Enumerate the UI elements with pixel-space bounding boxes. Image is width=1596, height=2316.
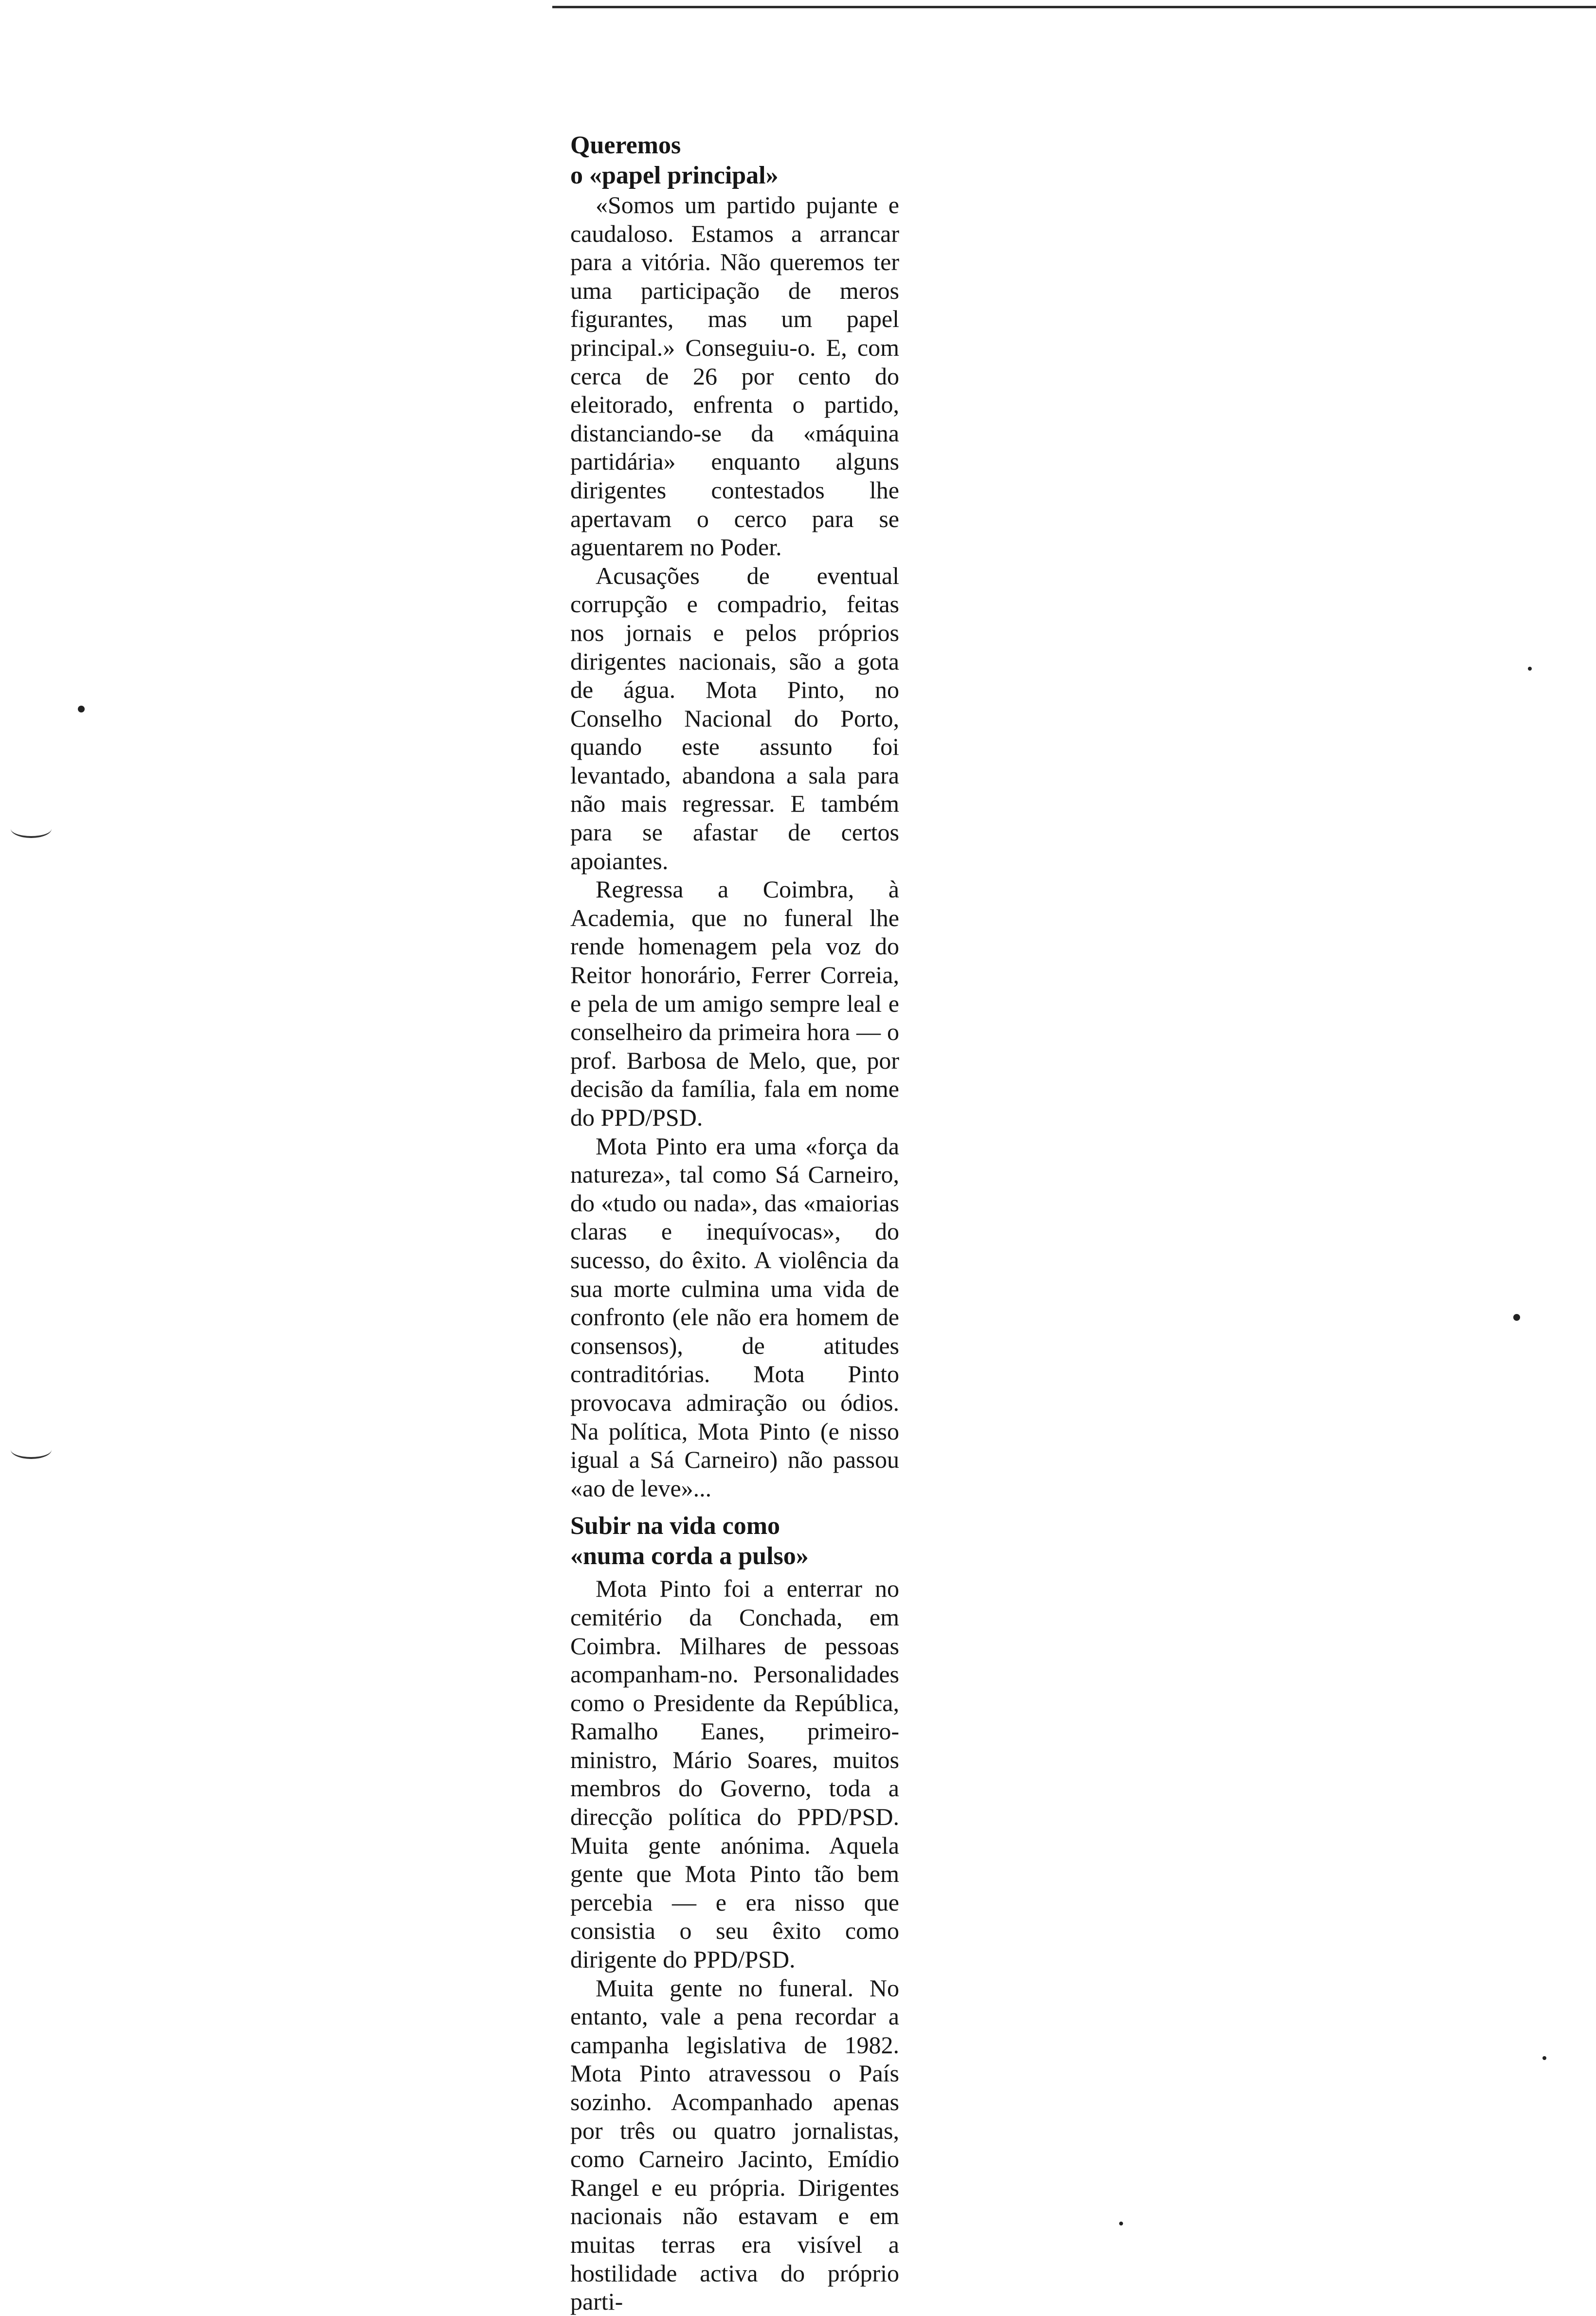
article-column xyxy=(570,130,899,2316)
scan-speck xyxy=(1119,2222,1123,2225)
article-paragraph: Mota Pinto foi a enterrar no cemitério da Conchada, em Coimbra. Milhares de pessoas acompanham-no. Personalidades como o Presidente da República, Ramalho Eanes, primeiro-ministro, Mário Soares, muitos membros do Governo, toda a direcção política do PPD/PSD. Muita gente anónima. Aquela gente que Mota Pinto tão bem percebia — e era nisso que consistia o seu êxito como dirigente do PPD/PSD. xyxy=(570,1575,899,1973)
article-subheading-line: «numa corda a pulso» xyxy=(570,1542,809,1570)
punch-hole-mark xyxy=(11,820,52,838)
punch-hole-mark xyxy=(11,1441,52,1459)
scan-speck xyxy=(1528,667,1532,671)
top-edge-rule xyxy=(552,6,1596,8)
article-paragraph: Acusações de eventual corrupção e compadrio, feitas nos jornais e pelos próprios dirigentes nacionais, são a gota de água. Mota Pinto, no Conselho Nacional do Porto, quando este assunto foi levantado, abandona a sala para não mais regressar. E também para se afastar de certos apoiantes. xyxy=(570,562,899,875)
article-heading-line: Queremos xyxy=(570,131,681,159)
article-paragraph: Mota Pinto era uma «força da natureza», tal como Sá Carneiro, do «tudo ou nada», das «maiorias claras e inequívocas», do sucesso, do êxito. A violência da sua morte culmina uma vida de confronto (ele não era homem de consensos), de atitudes contraditórias. Mota Pinto provocava admiração ou ódios. Na política, Mota Pinto (e nisso igual a Sá Carneiro) não passou «ao de leve»... xyxy=(570,1132,899,1502)
article-paragraph: Muita gente no funeral. No entanto, vale a pena recordar a campanha legislativa de 1982. Mota Pinto atravessou o País sozinho. Acompanhado apenas por três ou quatro jornalistas, como Carneiro Jacinto, Emídio Rangel e eu própria. Dirigentes nacionais não estavam e em muitas terras era visível a hostilidade activa do próprio parti- xyxy=(570,1974,899,2316)
article-paragraph: Regressa a Coimbra, à Academia, que no funeral lhe rende homenagem pela voz do Reitor honorário, Ferrer Correia, e pela de um amigo sempre leal e conselheiro da primeira hora — o prof. Barbosa de Melo, que, por decisão da família, fala em nome do PPD/PSD. xyxy=(570,875,899,1131)
scan-speck xyxy=(1542,2056,1546,2060)
scan-speck xyxy=(1513,1314,1520,1321)
article-heading-line: o «papel principal» xyxy=(570,162,779,189)
article-subheading xyxy=(570,1511,899,1571)
article-subheading-line: Subir na vida como xyxy=(570,1512,780,1540)
scan-speck xyxy=(78,706,85,712)
article-heading xyxy=(570,130,899,191)
article-paragraph: «Somos um partido pujante e caudaloso. Estamos a arrancar para a vitória. Não queremos ter uma participação de meros figurantes, mas um papel principal.» Conseguiu-o. E, com cerca de 26 por cento do eleitorado, enfrenta o partido, distanciando-se da «máquina partidária» enquanto alguns dirigentes contestados lhe apertavam o cerco para se aguentarem no Poder. xyxy=(570,191,899,561)
